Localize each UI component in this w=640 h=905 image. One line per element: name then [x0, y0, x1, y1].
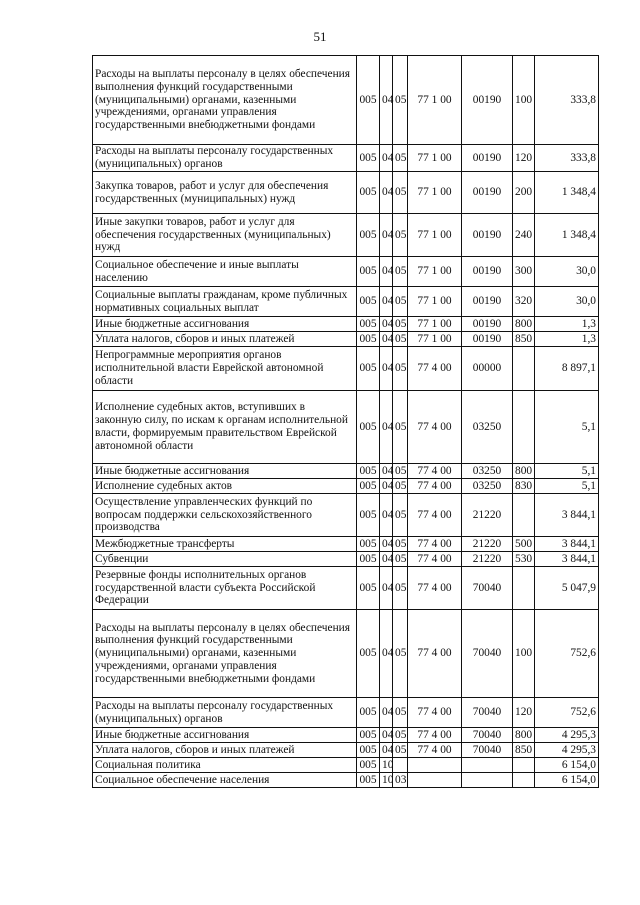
row-target-article-program	[408, 758, 462, 773]
row-amount: 1 348,4	[535, 172, 599, 214]
row-target-article-program: 77 1 00	[408, 214, 462, 257]
table-row	[93, 464, 599, 479]
table-row	[93, 743, 599, 758]
row-section-code: 04	[380, 494, 393, 537]
table-row	[93, 287, 599, 317]
row-amount: 333,8	[535, 145, 599, 172]
row-amount: 5 047,9	[535, 567, 599, 610]
row-subsection-code: 05	[393, 172, 408, 214]
row-ved-code: 005	[357, 743, 380, 758]
row-name: Закупка товаров, работ и услуг для обеспечения государственных (муниципальных) нужд	[93, 172, 357, 214]
row-amount: 1,3	[535, 317, 599, 332]
row-target-article-program: 77 4 00	[408, 728, 462, 743]
row-target-article-direction: 21220	[462, 537, 513, 552]
row-target-article-program: 77 1 00	[408, 172, 462, 214]
row-target-article-direction: 00000	[462, 347, 513, 391]
table-row	[93, 758, 599, 773]
row-ved-code: 005	[357, 56, 380, 145]
row-target-article-direction: 00190	[462, 257, 513, 287]
row-target-article-direction	[462, 773, 513, 788]
row-target-article-direction: 21220	[462, 494, 513, 537]
row-ved-code: 005	[357, 773, 380, 788]
row-ved-code: 005	[357, 698, 380, 728]
row-target-article-direction: 00190	[462, 287, 513, 317]
table-row	[93, 773, 599, 788]
row-amount: 3 844,1	[535, 552, 599, 567]
row-section-code: 04	[380, 728, 393, 743]
row-expense-type: 850	[513, 332, 535, 347]
row-amount: 3 844,1	[535, 494, 599, 537]
table-row	[93, 479, 599, 494]
row-target-article-direction: 03250	[462, 464, 513, 479]
budget-table	[92, 55, 599, 788]
row-section-code: 04	[380, 145, 393, 172]
row-section-code: 10	[380, 773, 393, 788]
row-name: Социальные выплаты гражданам, кроме публичных нормативных социальных выплат	[93, 287, 357, 317]
row-amount: 1 348,4	[535, 214, 599, 257]
row-section-code: 04	[380, 698, 393, 728]
row-section-code: 04	[380, 537, 393, 552]
row-ved-code: 005	[357, 347, 380, 391]
row-section-code: 04	[380, 479, 393, 494]
row-subsection-code: 05	[393, 214, 408, 257]
row-target-article-program: 77 4 00	[408, 552, 462, 567]
row-subsection-code: 05	[393, 257, 408, 287]
row-ved-code: 005	[357, 464, 380, 479]
row-ved-code: 005	[357, 537, 380, 552]
row-ved-code: 005	[357, 214, 380, 257]
table-row	[93, 172, 599, 214]
row-target-article-direction: 00190	[462, 172, 513, 214]
row-section-code: 04	[380, 610, 393, 698]
row-target-article-direction: 00190	[462, 145, 513, 172]
row-section-code: 04	[380, 567, 393, 610]
row-ved-code: 005	[357, 494, 380, 537]
row-target-article-program: 77 4 00	[408, 743, 462, 758]
table-row	[93, 56, 599, 145]
row-ved-code: 005	[357, 172, 380, 214]
row-subsection-code: 05	[393, 494, 408, 537]
row-subsection-code: 05	[393, 347, 408, 391]
row-section-code: 04	[380, 172, 393, 214]
row-amount: 6 154,0	[535, 773, 599, 788]
row-target-article-program: 77 4 00	[408, 537, 462, 552]
row-expense-type: 530	[513, 552, 535, 567]
row-expense-type: 830	[513, 479, 535, 494]
row-expense-type	[513, 347, 535, 391]
row-target-article-direction: 21220	[462, 552, 513, 567]
row-name: Социальное обеспечение и иные выплаты населению	[93, 257, 357, 287]
row-amount: 5,1	[535, 391, 599, 464]
row-ved-code: 005	[357, 567, 380, 610]
row-target-article-program: 77 4 00	[408, 391, 462, 464]
row-name: Расходы на выплаты персоналу государственных (муниципальных) органов	[93, 145, 357, 172]
row-expense-type: 100	[513, 610, 535, 698]
row-section-code: 04	[380, 317, 393, 332]
row-expense-type	[513, 391, 535, 464]
row-ved-code: 005	[357, 552, 380, 567]
row-expense-type: 120	[513, 145, 535, 172]
row-ved-code: 005	[357, 145, 380, 172]
table-row	[93, 728, 599, 743]
row-ved-code: 005	[357, 391, 380, 464]
row-name: Исполнение судебных актов, вступивших в законную силу, по искам к органам исполнительной власти, формируемым правительством Еврейской автономной области	[93, 391, 357, 464]
row-name: Иные закупки товаров, работ и услуг для обеспечения государственных (муниципальных) нужд	[93, 214, 357, 257]
row-subsection-code: 05	[393, 552, 408, 567]
row-subsection-code: 05	[393, 332, 408, 347]
table-row	[93, 494, 599, 537]
page-number: 51	[313, 29, 327, 44]
row-section-code: 04	[380, 347, 393, 391]
table-row	[93, 257, 599, 287]
row-target-article-direction: 00190	[462, 317, 513, 332]
row-target-article-program: 77 4 00	[408, 464, 462, 479]
row-target-article-program: 77 1 00	[408, 287, 462, 317]
row-expense-type	[513, 494, 535, 537]
row-subsection-code: 05	[393, 537, 408, 552]
row-name: Иные бюджетные ассигнования	[93, 728, 357, 743]
row-target-article-program: 77 1 00	[408, 332, 462, 347]
row-target-article-program: 77 4 00	[408, 610, 462, 698]
row-subsection-code: 05	[393, 391, 408, 464]
row-section-code: 04	[380, 464, 393, 479]
row-target-article-direction: 70040	[462, 698, 513, 728]
row-expense-type: 800	[513, 464, 535, 479]
row-expense-type: 120	[513, 698, 535, 728]
table-row	[93, 332, 599, 347]
table-row	[93, 552, 599, 567]
row-name: Субвенции	[93, 552, 357, 567]
row-target-article-direction: 00190	[462, 214, 513, 257]
table-row	[93, 567, 599, 610]
row-ved-code: 005	[357, 287, 380, 317]
row-ved-code: 005	[357, 479, 380, 494]
row-target-article-program: 77 1 00	[408, 317, 462, 332]
row-expense-type	[513, 567, 535, 610]
row-subsection-code: 05	[393, 479, 408, 494]
row-target-article-direction: 70040	[462, 743, 513, 758]
row-amount: 333,8	[535, 56, 599, 145]
row-subsection-code: 05	[393, 728, 408, 743]
row-section-code: 04	[380, 743, 393, 758]
row-expense-type	[513, 773, 535, 788]
row-name: Непрограммные мероприятия органов исполнительной власти Еврейской автономной области	[93, 347, 357, 391]
row-name: Социальное обеспечение населения	[93, 773, 357, 788]
row-target-article-program: 77 4 00	[408, 698, 462, 728]
row-section-code: 04	[380, 257, 393, 287]
row-target-article-direction: 00190	[462, 56, 513, 145]
row-subsection-code: 05	[393, 317, 408, 332]
table-row	[93, 391, 599, 464]
row-name: Резервные фонды исполнительных органов государственной власти субъекта Российской Федерации	[93, 567, 357, 610]
row-name: Социальная политика	[93, 758, 357, 773]
row-name: Уплата налогов, сборов и иных платежей	[93, 332, 357, 347]
row-target-article-program: 77 1 00	[408, 257, 462, 287]
row-subsection-code: 05	[393, 698, 408, 728]
row-name: Расходы на выплаты персоналу государственных (муниципальных) органов	[93, 698, 357, 728]
row-amount: 8 897,1	[535, 347, 599, 391]
row-target-article-direction	[462, 758, 513, 773]
row-target-article-program: 77 1 00	[408, 145, 462, 172]
row-expense-type	[513, 758, 535, 773]
table-row	[93, 698, 599, 728]
row-expense-type: 300	[513, 257, 535, 287]
row-expense-type: 800	[513, 728, 535, 743]
row-target-article-program: 77 4 00	[408, 567, 462, 610]
row-ved-code: 005	[357, 317, 380, 332]
table-row	[93, 214, 599, 257]
row-target-article-direction: 70040	[462, 610, 513, 698]
row-section-code: 04	[380, 332, 393, 347]
row-amount: 4 295,3	[535, 728, 599, 743]
row-name: Расходы на выплаты персоналу в целях обеспечения выполнения функций государственными (муниципальными) органами, казенными учреждениями, органами управления государственными внебюджетными фондами	[93, 56, 357, 145]
row-name: Иные бюджетные ассигнования	[93, 464, 357, 479]
row-expense-type: 850	[513, 743, 535, 758]
row-target-article-direction: 00190	[462, 332, 513, 347]
row-target-article-program: 77 1 00	[408, 56, 462, 145]
row-subsection-code: 05	[393, 145, 408, 172]
row-amount: 5,1	[535, 479, 599, 494]
row-subsection-code: 05	[393, 56, 408, 145]
row-name: Межбюджетные трансферты	[93, 537, 357, 552]
row-amount: 5,1	[535, 464, 599, 479]
row-expense-type: 500	[513, 537, 535, 552]
row-subsection-code: 05	[393, 610, 408, 698]
table-row	[93, 610, 599, 698]
row-section-code: 04	[380, 56, 393, 145]
row-subsection-code: 05	[393, 567, 408, 610]
row-target-article-direction: 03250	[462, 391, 513, 464]
row-name: Иные бюджетные ассигнования	[93, 317, 357, 332]
row-ved-code: 005	[357, 728, 380, 743]
row-expense-type: 240	[513, 214, 535, 257]
row-section-code: 04	[380, 287, 393, 317]
row-expense-type: 100	[513, 56, 535, 145]
table-row	[93, 317, 599, 332]
row-amount: 752,6	[535, 698, 599, 728]
row-section-code: 04	[380, 552, 393, 567]
row-amount: 1,3	[535, 332, 599, 347]
row-section-code: 04	[380, 214, 393, 257]
row-section-code: 10	[380, 758, 393, 773]
row-amount: 30,0	[535, 287, 599, 317]
row-name: Расходы на выплаты персоналу в целях обеспечения выполнения функций государственными (муниципальными) органами, казенными учреждениями, органами управления государственными внебюджетными фондами	[93, 610, 357, 698]
row-amount: 3 844,1	[535, 537, 599, 552]
row-name: Осуществление управленческих функций по вопросам поддержки сельскохозяйственного производства	[93, 494, 357, 537]
row-name: Исполнение судебных актов	[93, 479, 357, 494]
table-row	[93, 537, 599, 552]
table-row	[93, 145, 599, 172]
row-section-code: 04	[380, 391, 393, 464]
row-expense-type: 200	[513, 172, 535, 214]
table-row	[93, 347, 599, 391]
row-ved-code: 005	[357, 610, 380, 698]
row-target-article-program: 77 4 00	[408, 479, 462, 494]
row-target-article-direction: 70040	[462, 728, 513, 743]
row-target-article-program: 77 4 00	[408, 347, 462, 391]
row-subsection-code: 05	[393, 464, 408, 479]
row-subsection-code	[393, 758, 408, 773]
row-subsection-code: 05	[393, 743, 408, 758]
row-amount: 6 154,0	[535, 758, 599, 773]
row-expense-type: 320	[513, 287, 535, 317]
row-ved-code: 005	[357, 758, 380, 773]
row-target-article-direction: 03250	[462, 479, 513, 494]
row-amount: 30,0	[535, 257, 599, 287]
row-target-article-direction: 70040	[462, 567, 513, 610]
row-subsection-code: 05	[393, 287, 408, 317]
row-ved-code: 005	[357, 332, 380, 347]
row-amount: 752,6	[535, 610, 599, 698]
row-target-article-program: 77 4 00	[408, 494, 462, 537]
row-name: Уплата налогов, сборов и иных платежей	[93, 743, 357, 758]
row-expense-type: 800	[513, 317, 535, 332]
row-target-article-program	[408, 773, 462, 788]
row-amount: 4 295,3	[535, 743, 599, 758]
row-ved-code: 005	[357, 257, 380, 287]
row-subsection-code: 03	[393, 773, 408, 788]
